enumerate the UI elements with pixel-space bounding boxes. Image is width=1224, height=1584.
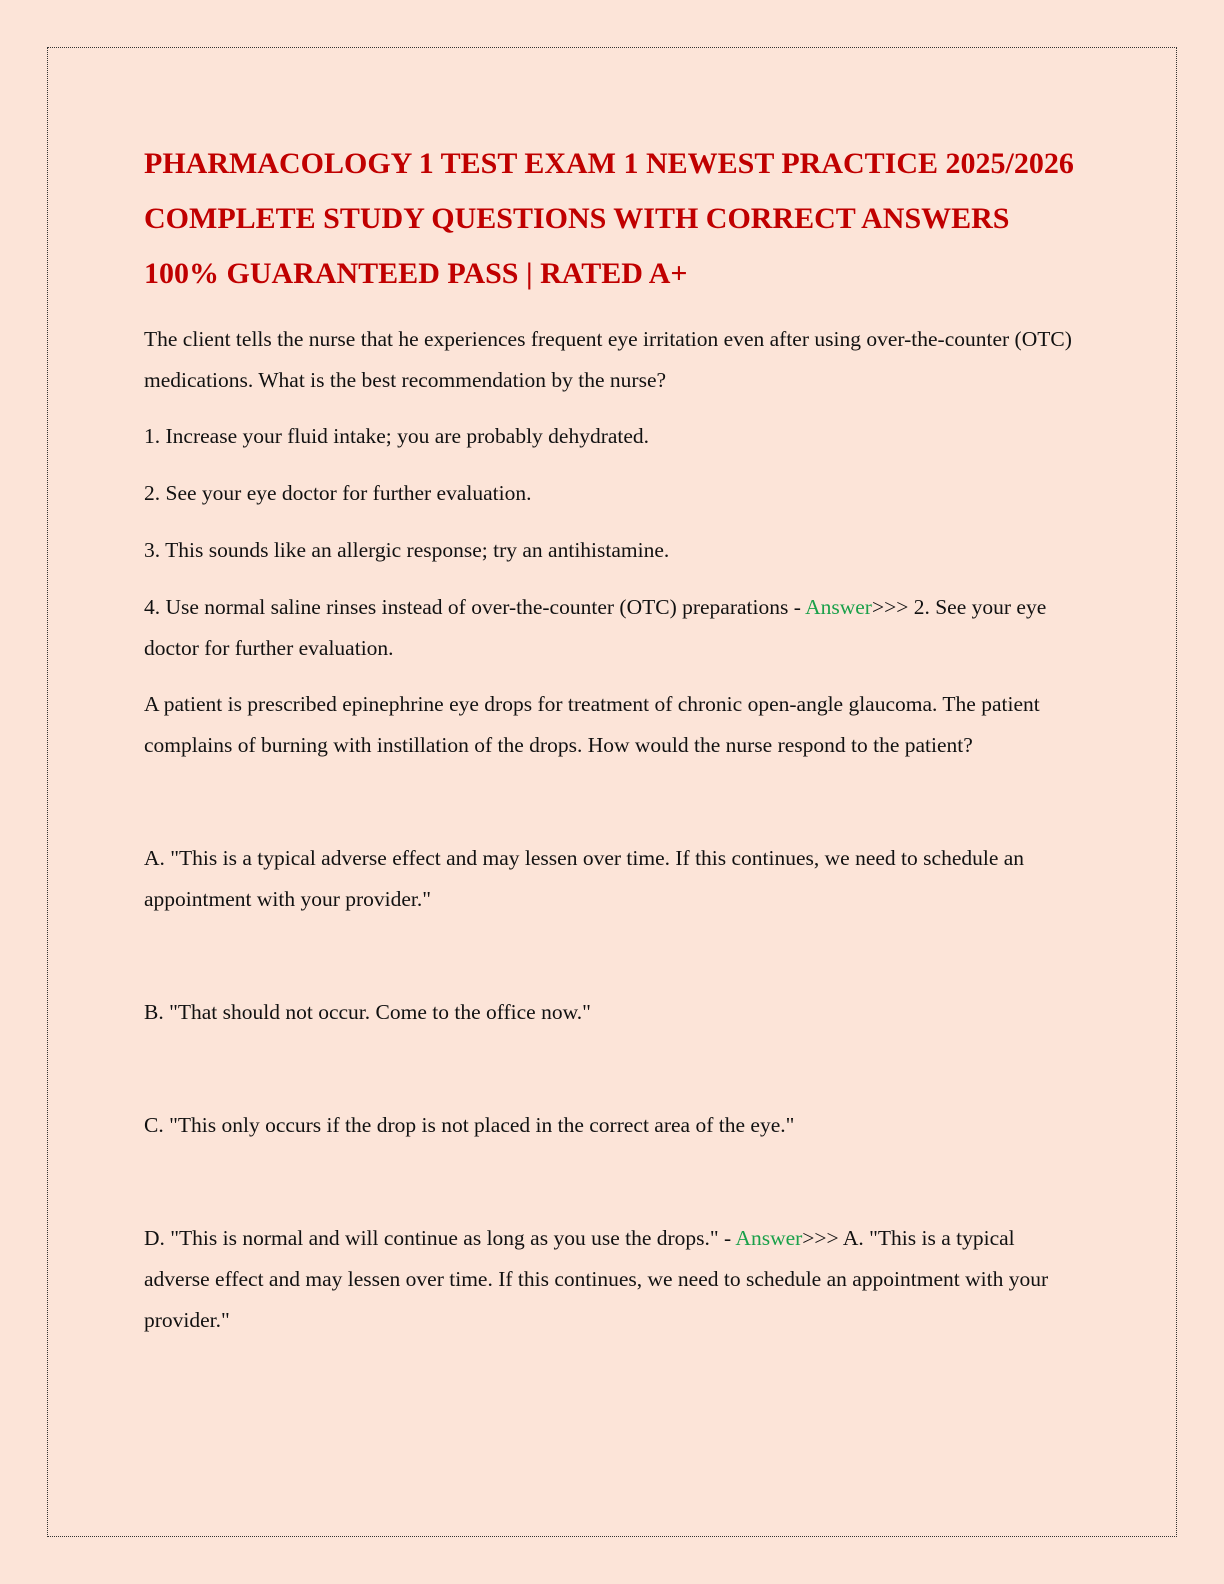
question-1-option-4-with-answer [144, 587, 1074, 669]
question-2-option-a: A. "This is a typical adverse effect and may lessen over time. If this continues, we need to schedule an appointment with your provider." [144, 846, 1025, 911]
question-1-option-1: 1. Increase your fluid intake; you are probably dehydrated. [144, 424, 650, 448]
answer-label: Answer [805, 595, 872, 619]
question-2-answer: >>> A. "This is a typical adverse effect and may lessen over time. If this continues, we need to schedule an appointment with your provider." [144, 1226, 1049, 1332]
question-2-option-d-with-answer [144, 1218, 1074, 1341]
question-2-stem: A patient is prescribed epinephrine eye drops for treatment of chronic open-angle glaucoma. The patient complains of burning with instillation of the drops. How would the nurse respond to the patient? [144, 692, 1040, 757]
document-title: PHARMACOLOGY 1 TEST EXAM 1 NEWEST PRACTICE 2025/2026 COMPLETE STUDY QUESTIONS WITH CORRECT ANSWERS 100% GUARANTEED PASS | RATED A+ [144, 147, 1074, 290]
question-1-option-2: 2. See your eye doctor for further evaluation. [144, 481, 532, 505]
question-2-option-c: C. "This only occurs if the drop is not placed in the correct area of the eye." [144, 1113, 795, 1137]
question-2-option-d: D. "This is normal and will continue as long as you use the drops." - [144, 1226, 736, 1250]
document-body [144, 136, 1074, 1341]
question-2-option-b: B. "That should not occur. Come to the office now." [144, 1000, 591, 1024]
question-1-stem: The client tells the nurse that he experiences frequent eye irritation even after using over-the-counter (OTC) medications. What is the best recommendation by the nurse? [144, 327, 1072, 392]
question-1-option-4: 4. Use normal saline rinses instead of over-the-counter (OTC) preparations - [144, 595, 806, 619]
answer-label: Answer [735, 1226, 803, 1250]
question-1-answer: >>> 2. See your eye doctor for further evaluation. [144, 595, 1047, 660]
question-1-option-3: 3. This sounds like an allergic response; try an antihistamine. [144, 538, 670, 562]
